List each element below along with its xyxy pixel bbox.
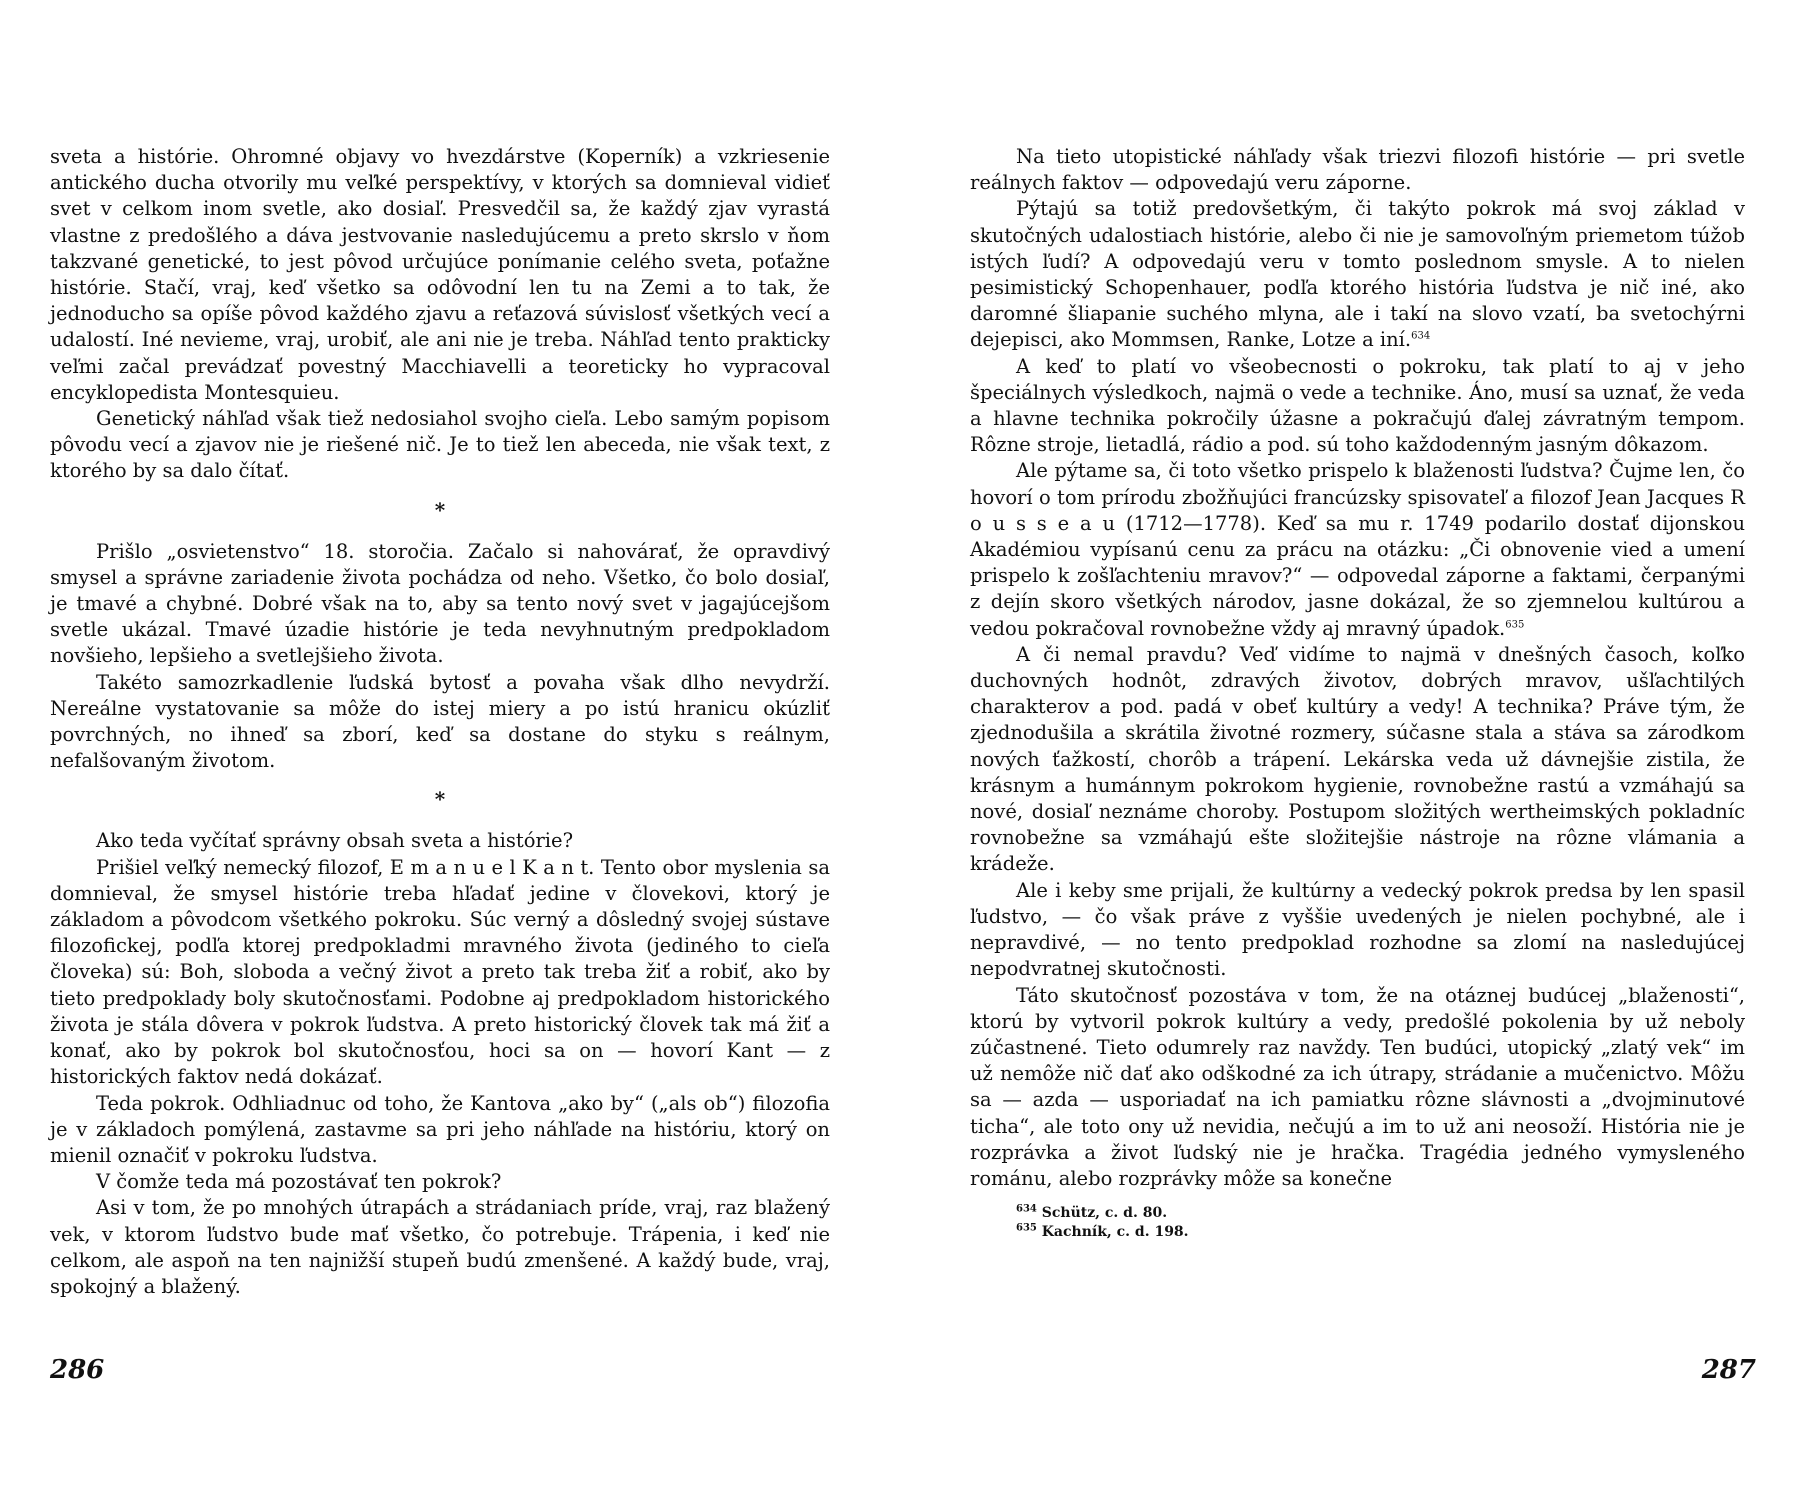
- left-page-text: [50, 144, 830, 1300]
- paragraph: V čomže teda má pozostávať ten pokrok?: [96, 1170, 502, 1194]
- paragraph: Na tieto utopistické náhľady však triezvi filozofi histórie — pri svetle reálnych faktov — odpovedajú veru záporne.: [970, 145, 1745, 195]
- section-separator: *: [434, 497, 446, 522]
- paragraph: [970, 196, 1745, 353]
- paragraph: Asi v tom, že po mnohých útrapách a strádaniach príde, vraj, raz blažený vek, v ktorom ľudstvo bude mať všetko, čo potrebuje. Trápenia, i keď nie celkom, ale aspoň na ten najnižší stupeň budú zmenšené. A každý bude, vraj, spokojný a blažený.: [50, 1196, 830, 1298]
- paragraph: sveta a histórie. Ohromné objavy vo hvezdárstve (Koperník) a vzkriesenie antického ducha otvorily mu veľké perspektívy, v ktorých sa domnieval vidieť svet v celkom inom svetle, ako dosiaľ. Presvedčil sa, že každý zjav vyrastá vlastne z predošlého a dáva jestvovanie nasledujúcemu a preto skrslo v ňom takzvané genetické, to jest pôvod určujúce ponímanie celého sveta, poťažne histórie. Stačí, vraj, keď všetko sa odôvodní len tu na Zemi a to tak, že jednoducho sa opíše pôvod každého zjavu a reťazová súvislosť všetkých vecí a udalostí. Iné nevieme, vraj, urobiť, ale ani nie je treba. Náhľad tento prakticky veľmi začal prevádzať povestný Macchiavelli a teoreticky ho vypracoval encyklopedista Montesquieu.: [50, 145, 830, 404]
- paragraph: Ako teda vyčítať správny obsah sveta a histórie?: [96, 829, 574, 853]
- footnote: [970, 1204, 1745, 1223]
- paragraph-text: Pýtajú sa totiž predovšetkým, či takýto pokrok má svoj základ v skutočných udalostiach histórie, alebo či nie je samovoľným priemetom túžob istých ľudí? A odpovedajú veru v tomto poslednom smysle. A to nielen pesimistický Schopenhauer, podľa ktorého história ľudstva je nič iné, ako daromné šliapanie suchého mlyna, ale i takí na slovo vzatí, ba svetochýrni dejepisci, ako Mommsen, Ranke, Lotze a iní.: [970, 197, 1745, 352]
- footnote-reference: 635: [1505, 619, 1525, 631]
- footnote-text: Kachník, c. d. 198.: [1041, 1224, 1189, 1241]
- footnote-number: 635: [1016, 1222, 1037, 1234]
- paragraph: A či nemal pravdu? Veď vidíme to najmä v dnešných časoch, koľko duchovných hodnôt, zdravých životov, dobrých mravov, ušľachtilých charakterov a pod. padá v obeť kultúry a vedy! A technika? Práve tým, že zjednodušila a skrátila životné rozmery, súčasne stala a stáva sa zárodkom nových ťažkostí, chorôb a trápení. Lekárska veda už dávnejšie zistila, že krásnym a humánnym pokrokom hygienie, rovnobežne rastú a vzmáhajú sa nové, dosiaľ neznáme choroby. Postupom složitých wertheimských pokladníc rovnobežne sa vzmáhajú ešte složitejšie nástroje na rôzne vlámania a krádeže.: [970, 642, 1745, 876]
- paragraph: [970, 458, 1745, 641]
- paragraph: Genetický náhľad však tiež nedosiahol svojho cieľa. Lebo samým popisom pôvodu vecí a zjavov nie je riešené nič. Je to tiež len abeceda, nie však text, z ktorého by sa dalo čítať.: [50, 407, 830, 483]
- paragraph: Takéto samozrkadlenie ľudská bytosť a povaha však dlho nevydrží. Nereálne vystatovanie sa môže do istej miery a po istú hranicu okúzliť povrchných, no ihneď sa zborí, keď sa dostane do styku s reálnym, nefalšovaným životom.: [50, 670, 830, 773]
- section-separator: *: [434, 787, 446, 812]
- right-page-text: [970, 144, 1745, 1242]
- page-number: 286: [50, 1355, 105, 1385]
- paragraph: Ale i keby sme prijali, že kultúrny a vedecký pokrok predsa by len spasil ľudstvo, — čo však práve z vyššie uvedených je nielen pochybné, ale i nepravdivé, — no tento predpoklad rozhodne sa zlomí na nasledujúcej nepodvratnej skutočnosti.: [970, 878, 1745, 981]
- paragraph: A keď to platí vo všeobecnosti o pokroku, tak platí to aj v jeho špeciálnych výsledkoch, najmä o vede a technike. Áno, musí sa uznať, že veda a hlavne technika pokročily úžasne a pokračujú ďalej závratným tempom. Rôzne stroje, lietadlá, rádio a pod. sú toho každodenným jasným dôkazom.: [970, 354, 1745, 457]
- footnote-text: Schütz, c. d. 80.: [1041, 1205, 1168, 1222]
- right-page: [908, 0, 1816, 1500]
- footnote-reference: 634: [1411, 330, 1431, 342]
- footnote: [970, 1223, 1745, 1242]
- paragraph: Teda pokrok. Odhliadnuc od toho, že Kantova „ako by“ („als ob“) filozofia je v základoch pomýlená, zastavme sa pri jeho náhľade na históriu, ktorý on mienil označiť v pokroku ľudstva.: [50, 1091, 830, 1167]
- paragraph: Prišiel veľký nemecký filozof, E m a n u e l K a n t. Tento obor myslenia sa domnieval, že smysel histórie treba hľadať jedine v človekovi, ktorý je základom a pôvodcom všetkého pokroku. Súc verný a dôsledný svojej sústave filozofickej, podľa ktorej predpokladmi mravného života (jediného to cieľa človeka) sú: Boh, sloboda a večný život a preto tak treba žiť a robiť, ako by tieto predpoklady boly skutočnosťami. Podobne aj predpokladom historického života je stála dôvera v pokrok ľudstva. A preto historický človek tak má žiť a konať, ako by pokrok bol skutočnosťou, hoci sa on — hovorí Kant — z historických faktov nedá dokázať.: [50, 855, 830, 1089]
- footnotes: [970, 1204, 1745, 1242]
- footnote-number: 634: [1016, 1203, 1037, 1215]
- paragraph: Táto skutočnosť pozostáva v tom, že na otáznej budúcej „blaženosti“, ktorú by vytvoril pokrok kultúry a vedy, predošlé pokolenia by už neboly zúčastnené. Tieto odumrely raz navždy. Ten budúci, utopický „zlatý vek“ im už nemôže nič dať ako odškodné za ich útrapy, strádanie a mučenictvo. Môžu sa — azda — usporiadať na ich pamiatku rôzne slávnosti a „dvojminutové ticha“, ale toto ony už nevidia, nečujú a im to už ani neosoží. História nie je rozprávka a život ľudský nie je hračka. Tragédia jedného vymysleného románu, alebo rozprávky môže sa konečne: [970, 983, 1745, 1190]
- page-number: 287: [1701, 1355, 1756, 1385]
- paragraph-text: Ale pýtame sa, či toto všetko prispelo k blaženosti ľudstva? Čujme len, čo hovorí o tom prírodu zbožňujúci francúzsky spisovateľ a filozof Jean Jacques R o u s s e a u (1712—1778). Keď sa mu r. 1749 podarilo dostať dijonskou Akadémiou vypísanú cenu za prácu na otázku: „Či obnovenie vied a umení prispelo k zošľachteniu mravov?“ — odpovedal záporne a faktami, čerpanými z dejín skoro všetkých národov, jasne dokázal, že so zjemnelou kultúrou a vedou pokračoval rovnobežne vždy aj mravný úpadok.: [970, 459, 1745, 640]
- paragraph: Prišlo „osvietenstvo“ 18. storočia. Začalo si nahovárať, že opravdivý smysel a správne zariadenie života pochádza od neho. Všetko, čo bolo dosiaľ, je tmavé a chybné. Dobré však na to, aby sa tento nový svet v jagajúcejšom svetle ukázal. Tmavé úzadie histórie je teda nevyhnutným predpokladom novšieho, lepšieho a svetlejšieho života.: [50, 539, 830, 668]
